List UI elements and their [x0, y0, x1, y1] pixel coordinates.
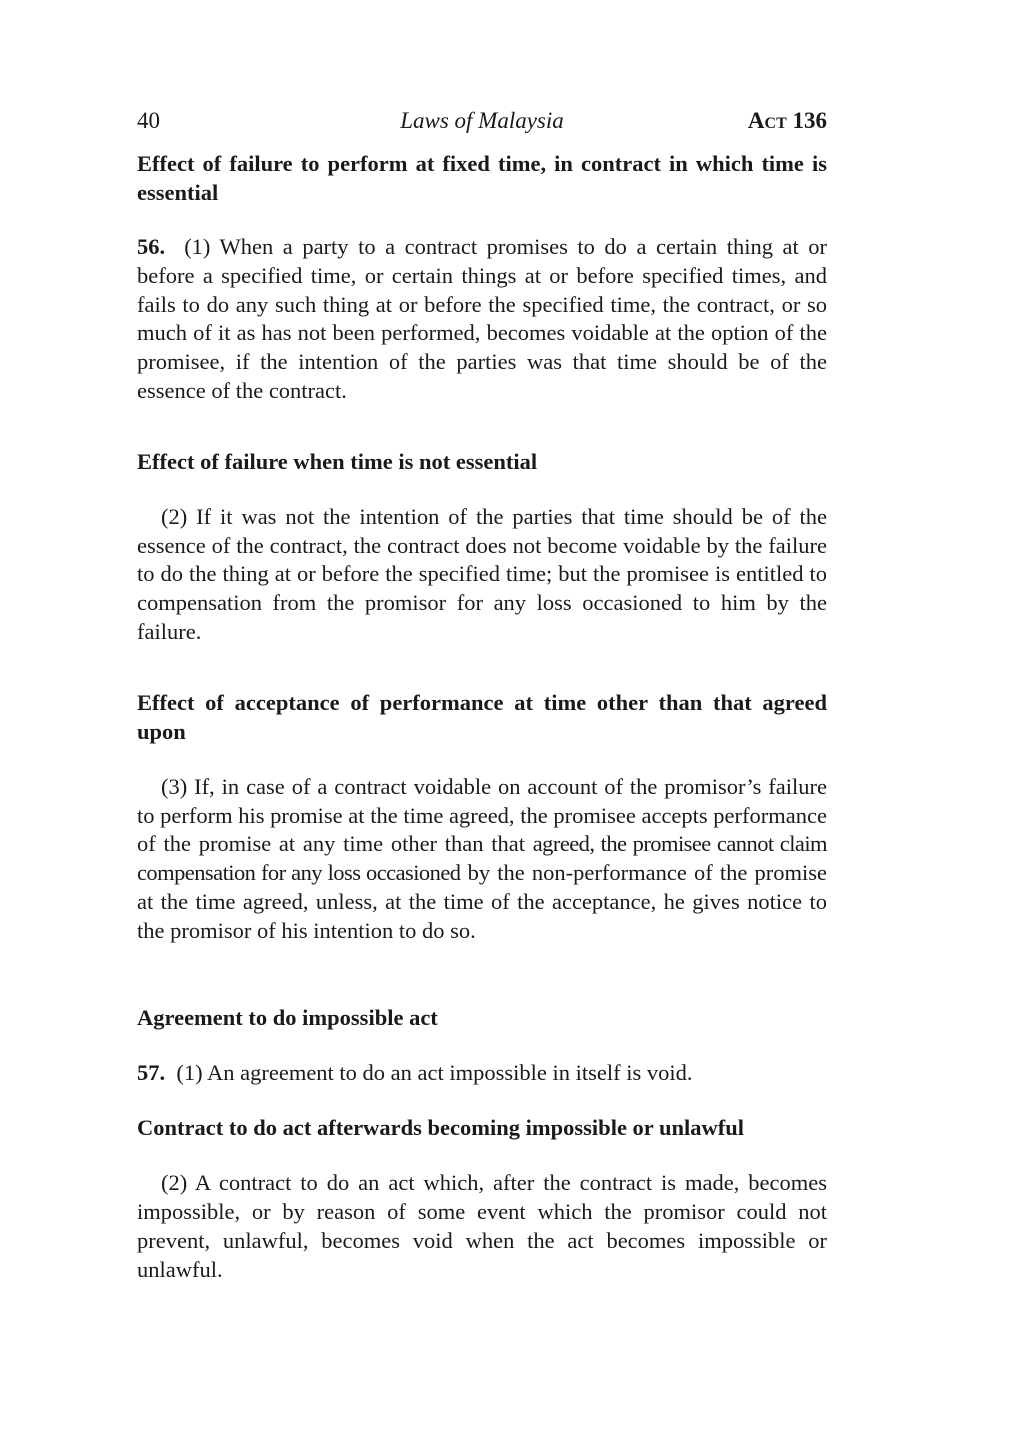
section-heading: Effect of acceptance of performance at time other than that agreed upon [137, 689, 827, 744]
section-paragraph [137, 233, 827, 406]
running-header [137, 104, 827, 138]
act-number: 136 [792, 108, 827, 133]
section-heading: Effect of failure to perform at fixed time, in contract in which time is essential [137, 151, 827, 205]
section-paragraph: (2) If it was not the intention of the parties that time should be of the essence of the contract, the contract does not become voidable by the failure to do the thing at or before the specified time; but the promisee is entitled to compensation from the promisor for any loss occasioned to him by the failure. [137, 503, 827, 644]
paragraph-text: (1) An agreement to do an act impossible in itself is void. [176, 1059, 693, 1085]
section-number: 56. [137, 234, 166, 259]
section-paragraph [137, 1059, 827, 1088]
paragraph-text: (1) When a party to a contract promises to do a certain thing at or before a specified time, or certain things at or before specified times, and fails to do any such thing at or before the specified time, the contract, or so much of it as has not been performed, becomes voidable at the option of the promisee, if the intention of the parties was that time should be of the essence of the contract. [137, 234, 827, 403]
section-heading: Agreement to do impossible act [137, 1004, 438, 1030]
act-reference [748, 104, 827, 138]
paragraph-text: (3) If, in case of a contract voidable on account of the promisor’s failure to perform his promise at the time agreed, the promisee accepts performance of the promise at any time other than that [137, 773, 827, 857]
document-title: Laws of Malaysia [400, 108, 564, 133]
paragraph-text: agreed, the promisee cannot claim compensation for any loss occasioned [137, 831, 828, 886]
section-paragraph: (2) A contract to do an act which, after the contract is made, becomes impossible, or by reason of some event which the promisor could not prevent, unlawful, becomes void when the act becomes impossible or unlawful. [137, 1170, 827, 1282]
section-heading: Contract to do act afterwards becoming impossible or unlawful [137, 1115, 745, 1141]
page-number: 40 [137, 108, 160, 133]
act-word: Act [747, 108, 787, 133]
document-page [137, 104, 827, 1285]
section-heading: Effect of failure when time is not essential [137, 448, 538, 474]
paragraph-text: by the non-performance of the promise at the time agreed, unless, at the time of the acceptance, he gives notice to the promisor of his intention to do so. [137, 860, 828, 943]
section-paragraph [137, 773, 827, 946]
section-number: 57. [137, 1059, 166, 1085]
